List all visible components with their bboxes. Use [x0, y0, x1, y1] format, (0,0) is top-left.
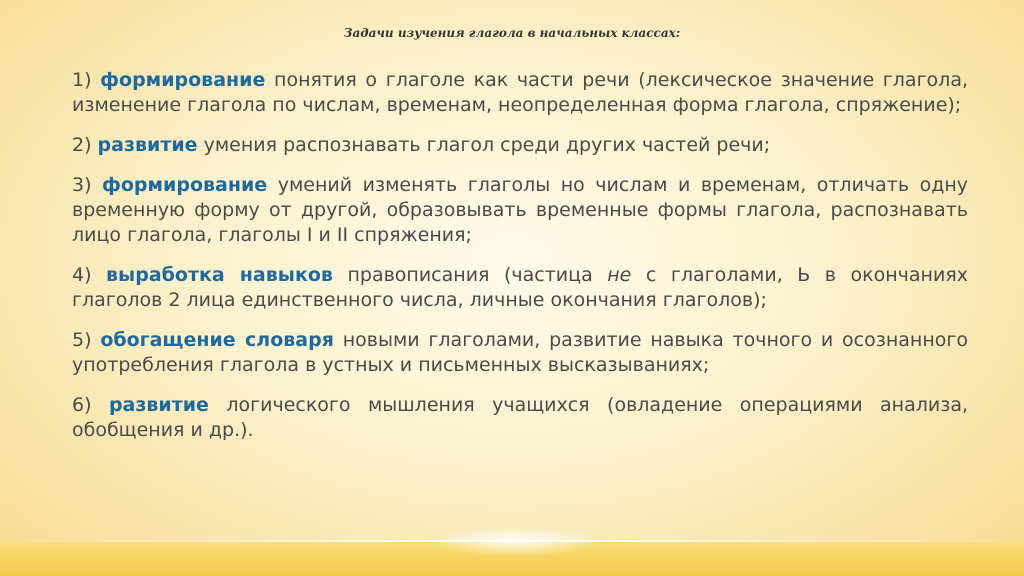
item-number: 6)	[72, 394, 109, 416]
list-item	[72, 68, 968, 118]
list-item	[72, 393, 968, 443]
list-item	[72, 263, 968, 313]
list-item	[72, 328, 968, 378]
item-keyword: развитие	[97, 134, 198, 156]
item-text: понятия о глаголе как части речи (лексическое значение глагола, изменение глагола по числам, временам, неопределенная форма глагола, спряжение);	[72, 69, 968, 116]
item-text: логического мышления учащихся (овладение операциями анализа, обобщения и др.).	[72, 394, 969, 441]
item-text: умения распознавать глагол среди других частей речи;	[197, 134, 771, 156]
item-number: 3)	[72, 174, 103, 196]
decorative-glow	[430, 526, 600, 556]
item-text: новыми глаголами, развитие навыка точного и осознанного употребления глагола в устных и письменных высказываниях;	[72, 329, 968, 376]
item-keyword: развитие	[108, 394, 209, 416]
item-text: правописания (частица	[332, 264, 608, 286]
list-item	[72, 133, 968, 158]
item-keyword: обогащение словаря	[100, 329, 334, 351]
item-keyword: формирование	[100, 69, 266, 91]
item-number: 5)	[72, 329, 101, 351]
task-list	[72, 68, 968, 458]
item-number: 2)	[72, 134, 98, 156]
list-item	[72, 173, 968, 248]
item-keyword: выработка навыков	[106, 264, 333, 286]
item-number: 1)	[72, 69, 101, 91]
slide-title: Задачи изучения глагола в начальных классах:	[343, 26, 681, 40]
item-text: умений изменять глаголы но числам и временам, отличать одну временную форму от другой, образовывать временные формы глагола, распознавать лицо глагола, глаголы I и II спряжения;	[72, 174, 968, 246]
item-keyword: формирование	[102, 174, 268, 196]
item-number: 4)	[72, 264, 107, 286]
item-italic-particle: не	[607, 264, 632, 286]
item-text-after: с глаголами, Ь в окончаниях глаголов 2 лица единственного числа, личные окончания глаголов);	[72, 264, 968, 311]
